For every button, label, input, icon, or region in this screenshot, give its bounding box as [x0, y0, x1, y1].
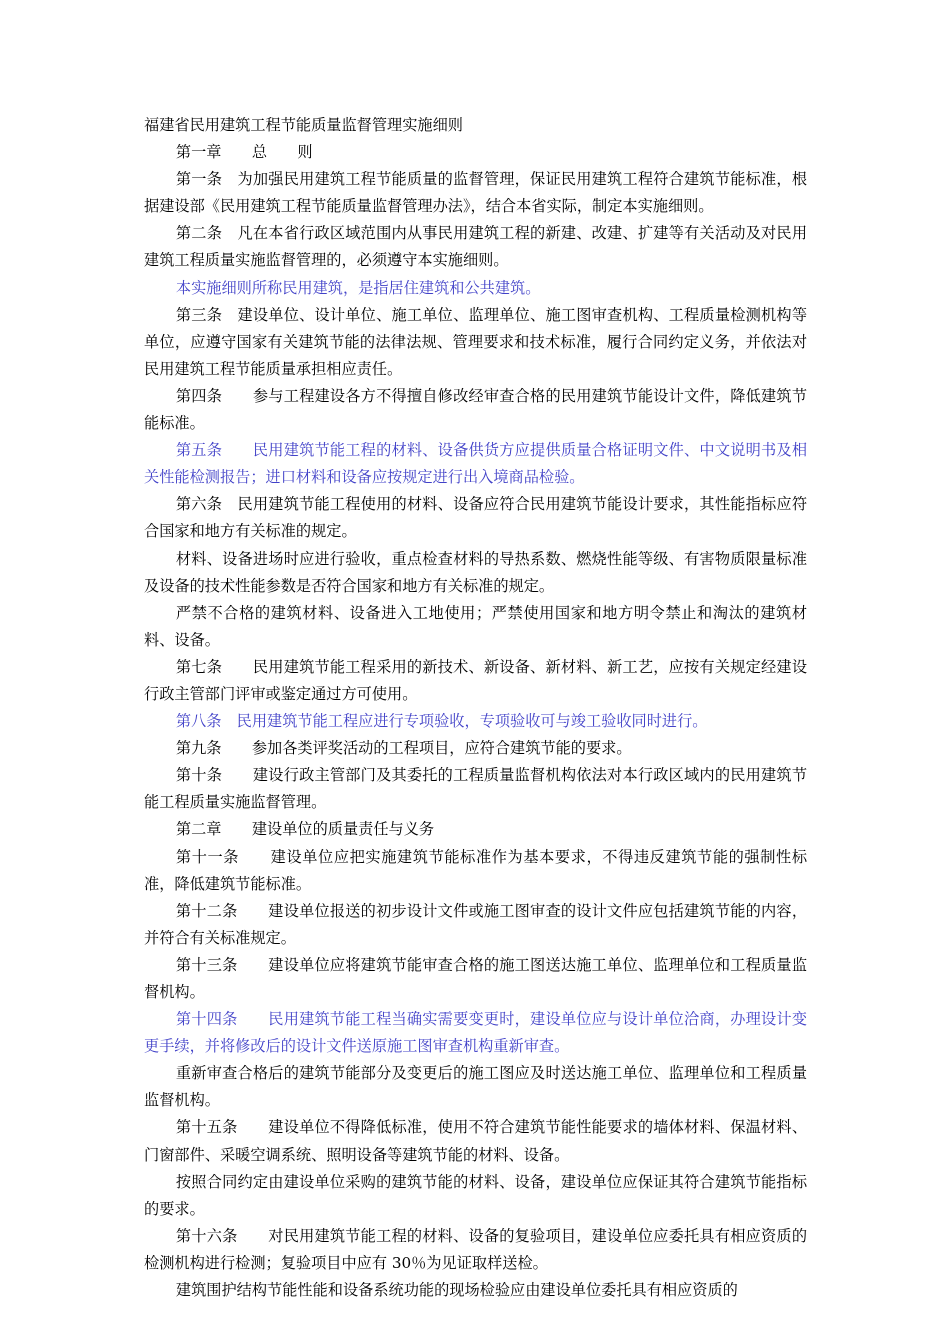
- article-paragraph: 第五条 民用建筑节能工程的材料、设备供货方应提供质量合格证明文件、中文说明书及相关性能检测报告；进口材料和设备应按规定进行出入境商品检验。: [144, 441, 807, 487]
- article-paragraph: 第六条 民用建筑节能工程使用的材料、设备应符合民用建筑节能设计要求，其性能指标应符合国家和地方有关标准的规定。: [144, 495, 807, 541]
- body-paragraph: 按照合同约定由建设单位采购的建筑节能的材料、设备，建设单位应保证其符合建筑节能指标的要求。: [144, 1172, 807, 1218]
- article-paragraph: 第十六条 对民用建筑节能工程的材料、设备的复验项目，建设单位应委托具有相应资质的检测机构进行检测；复验项目中应有 30％为见证取样送检。: [144, 1226, 807, 1272]
- chapter-heading: 第一章 总 则: [175, 143, 313, 162]
- article-paragraph: 第十五条 建设单位不得降低标准，使用不符合建筑节能性能要求的墙体材料、保温材料、门窗部件、采暖空调系统、照明设备等建筑节能的材料、设备。: [144, 1118, 807, 1164]
- article-paragraph: 第三条 建设单位、设计单位、施工单位、监理单位、施工图审查机构、工程质量检测机构等单位，应遵守国家有关建筑节能的法律法规、管理要求和技术标准，履行合同约定义务，并依法对民用建筑工程节能质量承担相应责任。: [144, 305, 807, 378]
- article-paragraph: 第四条 参与工程建设各方不得擅自修改经审查合格的民用建筑节能设计文件，降低建筑节能标准。: [144, 386, 807, 433]
- document-title: 福建省民用建筑工程节能质量监督管理实施细则: [144, 116, 463, 134]
- chapter-heading: 第二章 建设单位的质量责任与义务: [175, 820, 435, 839]
- article-paragraph: 第十四条 民用建筑节能工程当确实需要变更时，建设单位应与设计单位洽商，办理设计变更手续，并将修改后的设计文件送原施工图审查机构重新审查。: [144, 1010, 807, 1056]
- article-paragraph: 第八条 民用建筑节能工程应进行专项验收，专项验收可与竣工验收同时进行。: [175, 712, 708, 731]
- article-paragraph: 第七条 民用建筑节能工程采用的新技术、新设备、新材料、新工艺，应按有关规定经建设行政主管部门评审或鉴定通过方可使用。: [144, 657, 807, 703]
- body-paragraph: 严禁不合格的建筑材料、设备进入工地使用；严禁使用国家和地方明令禁止和淘汰的建筑材料、设备。: [144, 603, 807, 649]
- article-paragraph: 第十二条 建设单位报送的初步设计文件或施工图审查的设计文件应包括建筑节能的内容，并符合有关标准规定。: [144, 901, 807, 947]
- article-paragraph: 第二条 凡在本省行政区域范围内从事民用建筑工程的新建、改建、扩建等有关活动及对民用建筑工程质量实施监督管理的，必须遵守本实施细则。: [144, 224, 807, 270]
- body-paragraph: 建筑围护结构节能性能和设备系统功能的现场检验应由建设单位委托具有相应资质的: [175, 1281, 738, 1300]
- body-paragraph: 重新审查合格后的建筑节能部分及变更后的施工图应及时送达施工单位、监理单位和工程质量监督机构。: [144, 1064, 807, 1110]
- document-body: [144, 112, 807, 1304]
- body-paragraph: 材料、设备进场时应进行验收，重点检查材料的导热系数、燃烧性能等级、有害物质限量标准及设备的技术性能参数是否符合国家和地方有关标准的规定。: [144, 549, 807, 595]
- article-paragraph: 第十一条 建设单位应把实施建筑节能标准作为基本要求，不得违反建筑节能的强制性标准，降低建筑节能标准。: [144, 847, 807, 893]
- article-paragraph: 第十条 建设行政主管部门及其委托的工程质量监督机构依法对本行政区域内的民用建筑节能工程质量实施监督管理。: [144, 766, 807, 812]
- article-paragraph: 第十三条 建设单位应将建筑节能审查合格的施工图送达施工单位、监理单位和工程质量监督机构。: [144, 955, 807, 1001]
- article-paragraph: 第一条 为加强民用建筑工程节能质量的监督管理，保证民用建筑工程符合建筑节能标准，根据建设部《民用建筑工程节能质量监督管理办法》，结合本省实际，制定本实施细则。: [144, 170, 807, 216]
- article-paragraph: 第九条 参加各类评奖活动的工程项目，应符合建筑节能的要求。: [175, 739, 632, 758]
- body-paragraph: 本实施细则所称民用建筑，是指居住建筑和公共建筑。: [175, 278, 541, 297]
